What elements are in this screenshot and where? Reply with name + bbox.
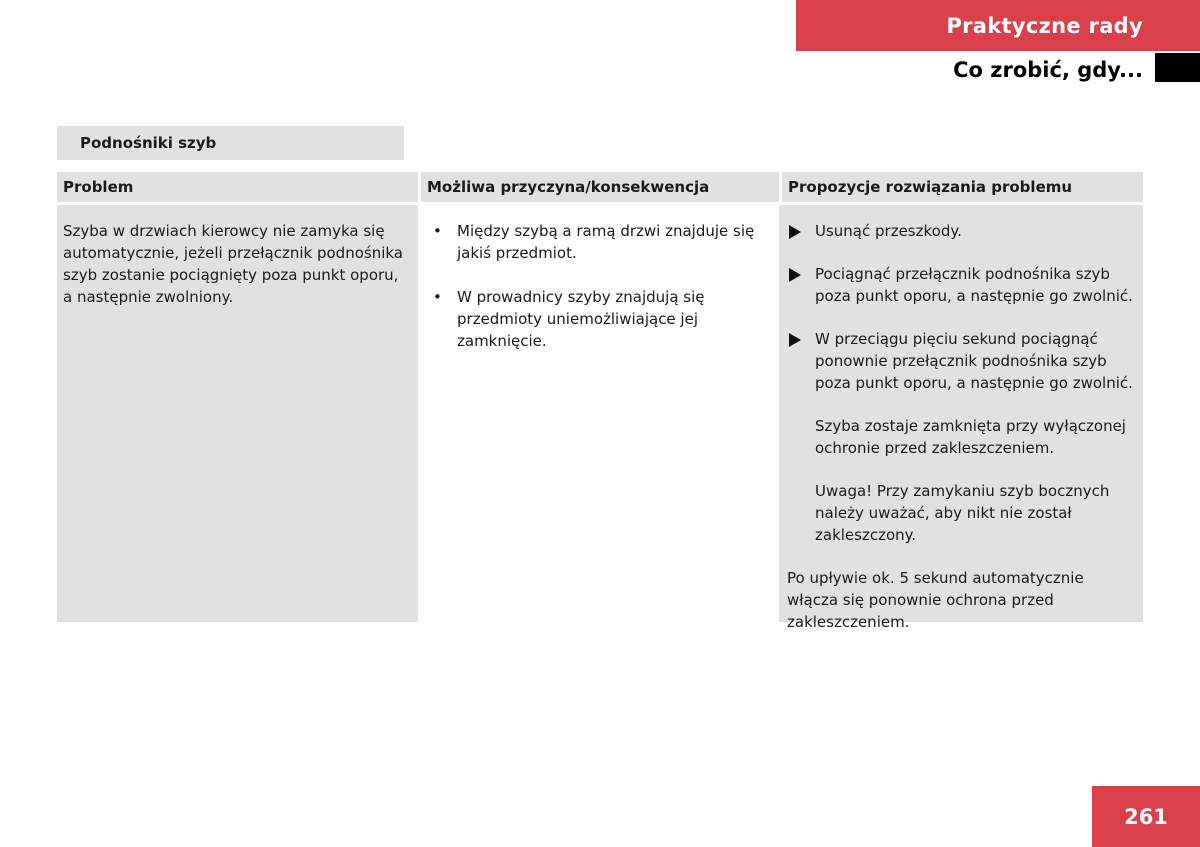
table-row <box>57 205 1143 631</box>
list-item <box>429 220 773 264</box>
arrow-right-icon <box>789 225 801 239</box>
arrow-right-icon <box>789 268 801 282</box>
solution-step <box>787 328 1137 394</box>
bullet-icon: • <box>433 222 442 240</box>
chapter-tab: Praktyczne rady <box>796 0 1200 51</box>
subsection-heading: Podnośniki szyb <box>57 126 404 160</box>
list-item <box>429 286 773 352</box>
cause-list <box>429 220 773 352</box>
cause-text: W prowadnicy szyby znajdują się przedmioty uniemożliwiające jej zamknięcie. <box>457 288 705 350</box>
section-title: Co zrobić, gdy... <box>953 58 1143 82</box>
solution-cell <box>779 205 1143 631</box>
header-solution: Propozycje rozwiązania problemu <box>779 172 1143 202</box>
problem-cell <box>57 205 418 622</box>
arrow-right-icon <box>789 333 801 347</box>
section-marker <box>1155 53 1200 82</box>
warning-note: Uwaga! Przy zamykaniu szyb bocznych należy uważać, aby nikt nie został zakleszczony. <box>815 482 1110 544</box>
table-header-row <box>57 172 1143 202</box>
cause-cell <box>418 205 779 622</box>
cause-text: Między szybą a ramą drzwi znajduje się jakiś przedmiot. <box>457 222 755 262</box>
header-cause: Możliwa przyczyna/konsekwencja <box>418 172 779 202</box>
solution-note: Szyba zostaje zamknięta przy wyłączonej ochronie przed zakleszczeniem. <box>815 417 1126 457</box>
step-text: Pociągnąć przełącznik podnośnika szyb poza punkt oporu, a następnie go zwolnić. <box>815 265 1133 305</box>
solution-step <box>787 220 1137 242</box>
final-note: Po upływie ok. 5 sekund automatycznie włącza się ponownie ochrona przed zakleszczeniem. <box>787 569 1084 631</box>
header-problem: Problem <box>57 172 418 202</box>
step-text: W przeciągu pięciu sekund pociągnąć ponownie przełącznik podnośnika szyb poza punkt oporu, a następnie go zwolnić. <box>815 330 1133 392</box>
bullet-icon: • <box>433 288 442 306</box>
page-number: 261 <box>1092 786 1200 847</box>
problem-text: Szyba w drzwiach kierowcy nie zamyka się automatycznie, jeżeli przełącznik podnośnika szyb zostanie pociągnięty poza punkt oporu, a następnie zwolniony. <box>63 222 403 306</box>
step-text: Usunąć przeszkody. <box>815 222 962 240</box>
troubleshooting-table <box>57 172 1143 631</box>
solution-step <box>787 263 1137 307</box>
